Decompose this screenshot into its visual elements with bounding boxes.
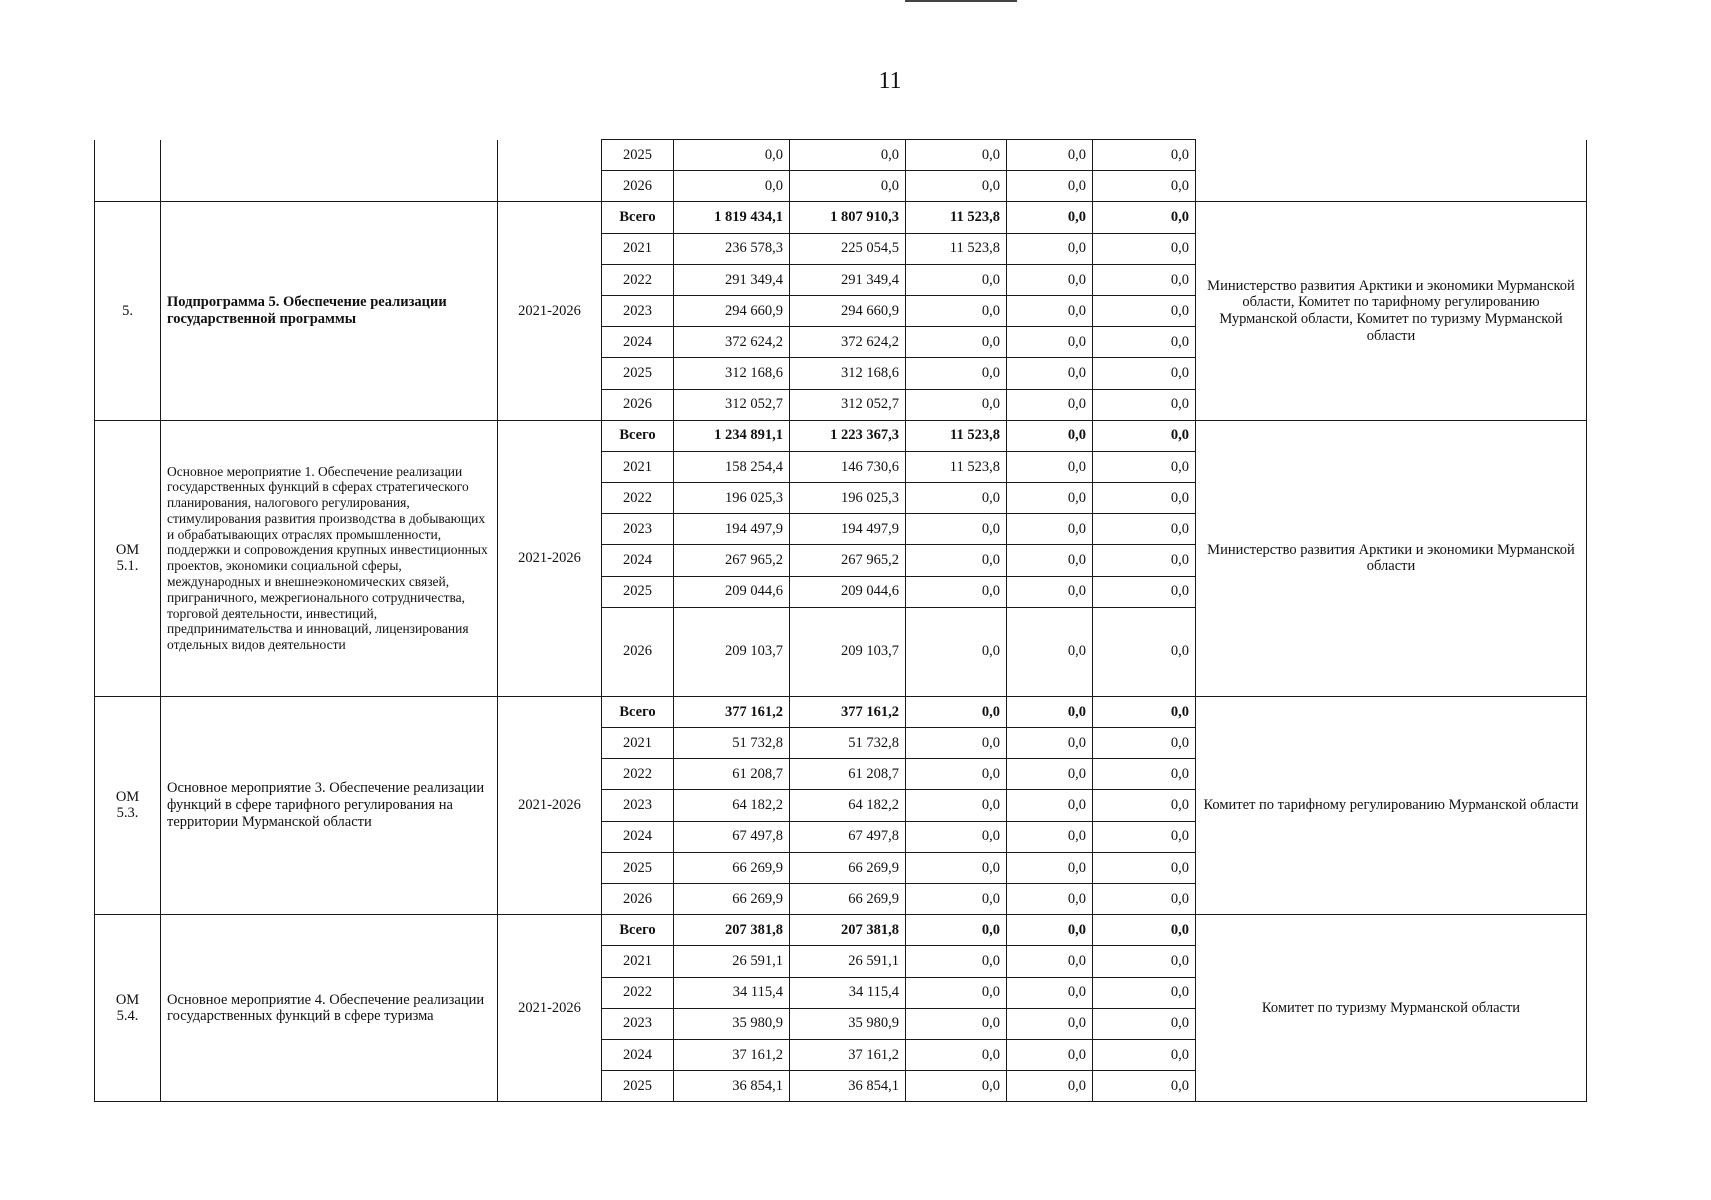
amount-local-cell: 0,0 (1007, 576, 1093, 607)
amount-total-cell: 196 025,3 (674, 483, 790, 514)
amount-other-cell: 0,0 (1093, 1039, 1196, 1070)
amount-local-cell: 0,0 (1007, 202, 1093, 233)
amount-federal-cell: 0,0 (906, 358, 1007, 389)
amount-total-cell: 377 161,2 (674, 696, 790, 727)
year-cell: 2022 (602, 977, 674, 1008)
amount-total-cell: 1 234 891,1 (674, 420, 790, 451)
section-number-part: ОМ (115, 541, 140, 558)
amount-federal-cell: 11 523,8 (906, 420, 1007, 451)
amount-local-cell: 0,0 (1007, 451, 1093, 482)
year-cell: 2026 (602, 883, 674, 914)
amount-total-cell: 35 980,9 (674, 1008, 790, 1039)
amount-total-cell: 209 103,7 (674, 607, 790, 696)
section-number-part: 5.1. (116, 558, 139, 575)
amount-federal-cell: 0,0 (906, 545, 1007, 576)
section-period-cell: 2021-2026 (498, 696, 602, 914)
amount-local-cell: 0,0 (1007, 1039, 1093, 1070)
amount-other-cell: 0,0 (1093, 1008, 1196, 1039)
amount-other-cell: 0,0 (1093, 759, 1196, 790)
amount-other-cell: 0,0 (1093, 140, 1196, 171)
amount-local-cell: 0,0 (1007, 759, 1093, 790)
amount-federal-cell: 0,0 (906, 977, 1007, 1008)
amount-other-cell: 0,0 (1093, 327, 1196, 358)
amount-total-cell: 312 168,6 (674, 358, 790, 389)
page-number: 11 (878, 68, 902, 94)
amount-local-cell: 0,0 (1007, 295, 1093, 326)
amount-total-cell: 236 578,3 (674, 233, 790, 264)
amount-other-cell: 0,0 (1093, 728, 1196, 759)
amount-total-cell: 0,0 (674, 171, 790, 202)
amount-federal-cell: 0,0 (906, 883, 1007, 914)
section-responsible-cell: Комитет по тарифному регулированию Мурманской области (1196, 696, 1587, 914)
year-cell: 2026 (602, 171, 674, 202)
amount-total-cell: 312 052,7 (674, 389, 790, 420)
amount-regional-cell: 372 624,2 (790, 327, 906, 358)
section-number-part: 5.3. (116, 805, 139, 822)
section-period-cell: 2021-2026 (498, 915, 602, 1102)
section-responsible-cell: Комитет по туризму Мурманской области (1196, 915, 1587, 1102)
amount-other-cell: 0,0 (1093, 883, 1196, 914)
amount-other-cell: 0,0 (1093, 821, 1196, 852)
amount-other-cell: 0,0 (1093, 915, 1196, 946)
amount-local-cell: 0,0 (1007, 171, 1093, 202)
year-cell: 2021 (602, 451, 674, 482)
amount-federal-cell: 0,0 (906, 140, 1007, 171)
year-cell: 2023 (602, 1008, 674, 1039)
amount-regional-cell: 67 497,8 (790, 821, 906, 852)
amount-regional-cell: 194 497,9 (790, 514, 906, 545)
amount-other-cell: 0,0 (1093, 545, 1196, 576)
amount-regional-cell: 66 269,9 (790, 883, 906, 914)
amount-total-cell: 291 349,4 (674, 264, 790, 295)
section-number-cell (95, 696, 161, 914)
amount-local-cell: 0,0 (1007, 790, 1093, 821)
amount-federal-cell: 0,0 (906, 171, 1007, 202)
amount-federal-cell: 0,0 (906, 852, 1007, 883)
amount-local-cell: 0,0 (1007, 696, 1093, 727)
amount-total-cell: 0,0 (674, 140, 790, 171)
amount-federal-cell: 11 523,8 (906, 202, 1007, 233)
section-number-part: ОМ (115, 991, 140, 1008)
year-cell: 2025 (602, 576, 674, 607)
amount-other-cell: 0,0 (1093, 607, 1196, 696)
table-row (95, 696, 1587, 727)
amount-regional-cell: 225 054,5 (790, 233, 906, 264)
amount-federal-cell: 0,0 (906, 1039, 1007, 1070)
amount-federal-cell: 0,0 (906, 295, 1007, 326)
amount-regional-cell: 26 591,1 (790, 946, 906, 977)
amount-total-cell: 26 591,1 (674, 946, 790, 977)
year-cell: 2021 (602, 946, 674, 977)
section-number-part: ОМ (115, 788, 140, 805)
amount-federal-cell: 0,0 (906, 946, 1007, 977)
section-number-cell (95, 202, 161, 420)
amount-total-cell: 294 660,9 (674, 295, 790, 326)
amount-local-cell: 0,0 (1007, 915, 1093, 946)
amount-other-cell: 0,0 (1093, 790, 1196, 821)
amount-regional-cell: 51 732,8 (790, 728, 906, 759)
year-cell: 2024 (602, 1039, 674, 1070)
amount-regional-cell: 1 223 367,3 (790, 420, 906, 451)
year-cell: Всего (602, 696, 674, 727)
amount-federal-cell: 0,0 (906, 696, 1007, 727)
amount-other-cell: 0,0 (1093, 696, 1196, 727)
section-name-cell: Основное мероприятие 1. Обеспечение реализации государственных функций в сферах стратегического планирования, налогового регулирования, стимулирования развития производства в добывающих и обрабатывающих отраслях промышленности, поддержки и сопровождения крупных инвестиционных проектов, экономики социальной сферы, международных и внешнеэкономических связей, приграничного, межрегионального сотрудничества, торговой деятельности, инвестиций, предпринимательства и инноваций, лицензирования отдельных видов деятельности (161, 420, 498, 696)
amount-total-cell: 66 269,9 (674, 852, 790, 883)
amount-local-cell: 0,0 (1007, 389, 1093, 420)
continuation-num-cell (95, 140, 161, 202)
amount-total-cell: 34 115,4 (674, 977, 790, 1008)
amount-regional-cell: 291 349,4 (790, 264, 906, 295)
amount-local-cell: 0,0 (1007, 977, 1093, 1008)
amount-regional-cell: 36 854,1 (790, 1071, 906, 1102)
year-cell: 2025 (602, 852, 674, 883)
amount-other-cell: 0,0 (1093, 576, 1196, 607)
amount-local-cell: 0,0 (1007, 264, 1093, 295)
section-number-cell (95, 915, 161, 1102)
amount-federal-cell: 0,0 (906, 607, 1007, 696)
section-responsible-cell: Министерство развития Арктики и экономики Мурманской области (1196, 420, 1587, 696)
amount-federal-cell: 0,0 (906, 821, 1007, 852)
amount-other-cell: 0,0 (1093, 451, 1196, 482)
amount-total-cell: 209 044,6 (674, 576, 790, 607)
amount-total-cell: 207 381,8 (674, 915, 790, 946)
amount-local-cell: 0,0 (1007, 545, 1093, 576)
amount-regional-cell: 35 980,9 (790, 1008, 906, 1039)
amount-other-cell: 0,0 (1093, 483, 1196, 514)
amount-total-cell: 37 161,2 (674, 1039, 790, 1070)
amount-total-cell: 267 965,2 (674, 545, 790, 576)
amount-federal-cell: 0,0 (906, 1008, 1007, 1039)
budget-table (94, 139, 1587, 1102)
year-cell: 2024 (602, 327, 674, 358)
amount-total-cell: 61 208,7 (674, 759, 790, 790)
amount-federal-cell: 0,0 (906, 915, 1007, 946)
year-cell: 2022 (602, 759, 674, 790)
year-cell: 2021 (602, 233, 674, 264)
amount-local-cell: 0,0 (1007, 883, 1093, 914)
year-cell: 2023 (602, 295, 674, 326)
amount-local-cell: 0,0 (1007, 821, 1093, 852)
section-number-cell (95, 420, 161, 696)
amount-other-cell: 0,0 (1093, 202, 1196, 233)
amount-other-cell: 0,0 (1093, 233, 1196, 264)
amount-regional-cell: 312 168,6 (790, 358, 906, 389)
table-row (95, 915, 1587, 946)
amount-local-cell: 0,0 (1007, 1071, 1093, 1102)
year-cell: Всего (602, 202, 674, 233)
section-number-part: 5.4. (116, 1008, 139, 1025)
section-period-cell: 2021-2026 (498, 202, 602, 420)
amount-local-cell: 0,0 (1007, 514, 1093, 545)
year-cell: 2026 (602, 607, 674, 696)
amount-total-cell: 51 732,8 (674, 728, 790, 759)
amount-regional-cell: 209 044,6 (790, 576, 906, 607)
amount-local-cell: 0,0 (1007, 1008, 1093, 1039)
amount-regional-cell: 146 730,6 (790, 451, 906, 482)
year-cell: 2022 (602, 264, 674, 295)
table-row (95, 140, 1587, 171)
amount-federal-cell: 0,0 (906, 790, 1007, 821)
amount-other-cell: 0,0 (1093, 852, 1196, 883)
year-cell: 2025 (602, 1071, 674, 1102)
amount-federal-cell: 11 523,8 (906, 233, 1007, 264)
amount-regional-cell: 294 660,9 (790, 295, 906, 326)
amount-regional-cell: 34 115,4 (790, 977, 906, 1008)
amount-other-cell: 0,0 (1093, 514, 1196, 545)
amount-local-cell: 0,0 (1007, 946, 1093, 977)
amount-local-cell: 0,0 (1007, 358, 1093, 389)
continuation-name-cell (161, 140, 498, 202)
amount-other-cell: 0,0 (1093, 295, 1196, 326)
year-cell: Всего (602, 420, 674, 451)
year-cell: 2024 (602, 821, 674, 852)
top-rule (905, 0, 1017, 2)
amount-regional-cell: 209 103,7 (790, 607, 906, 696)
amount-other-cell: 0,0 (1093, 264, 1196, 295)
amount-federal-cell: 0,0 (906, 483, 1007, 514)
amount-other-cell: 0,0 (1093, 389, 1196, 420)
section-number-part: 5. (122, 302, 133, 319)
amount-other-cell: 0,0 (1093, 946, 1196, 977)
amount-regional-cell: 377 161,2 (790, 696, 906, 727)
amount-other-cell: 0,0 (1093, 420, 1196, 451)
amount-regional-cell: 0,0 (790, 140, 906, 171)
amount-total-cell: 36 854,1 (674, 1071, 790, 1102)
amount-total-cell: 158 254,4 (674, 451, 790, 482)
amount-regional-cell: 61 208,7 (790, 759, 906, 790)
amount-federal-cell: 0,0 (906, 514, 1007, 545)
amount-other-cell: 0,0 (1093, 1071, 1196, 1102)
section-name-cell: Основное мероприятие 3. Обеспечение реализации функций в сфере тарифного регулирования на территории Мурманской области (161, 696, 498, 914)
amount-local-cell: 0,0 (1007, 483, 1093, 514)
amount-federal-cell: 0,0 (906, 389, 1007, 420)
amount-regional-cell: 66 269,9 (790, 852, 906, 883)
budget-table-wrap (94, 139, 1587, 1102)
amount-total-cell: 1 819 434,1 (674, 202, 790, 233)
year-cell: 2024 (602, 545, 674, 576)
amount-other-cell: 0,0 (1093, 977, 1196, 1008)
amount-total-cell: 64 182,2 (674, 790, 790, 821)
table-row (95, 420, 1587, 451)
amount-federal-cell: 0,0 (906, 759, 1007, 790)
amount-other-cell: 0,0 (1093, 358, 1196, 389)
amount-federal-cell: 0,0 (906, 264, 1007, 295)
year-cell: 2022 (602, 483, 674, 514)
year-cell: Всего (602, 915, 674, 946)
amount-other-cell: 0,0 (1093, 171, 1196, 202)
section-responsible-cell: Министерство развития Арктики и экономики Мурманской области, Комитет по тарифному регулированию Мурманской области, Комитет по туризму Мурманской области (1196, 202, 1587, 420)
amount-total-cell: 66 269,9 (674, 883, 790, 914)
amount-local-cell: 0,0 (1007, 327, 1093, 358)
year-cell: 2021 (602, 728, 674, 759)
amount-regional-cell: 0,0 (790, 171, 906, 202)
continuation-responsible-cell (1196, 140, 1587, 202)
continuation-period-cell (498, 140, 602, 202)
year-cell: 2023 (602, 514, 674, 545)
amount-regional-cell: 312 052,7 (790, 389, 906, 420)
amount-regional-cell: 1 807 910,3 (790, 202, 906, 233)
year-cell: 2023 (602, 790, 674, 821)
amount-local-cell: 0,0 (1007, 607, 1093, 696)
amount-regional-cell: 64 182,2 (790, 790, 906, 821)
amount-regional-cell: 207 381,8 (790, 915, 906, 946)
amount-total-cell: 194 497,9 (674, 514, 790, 545)
amount-local-cell: 0,0 (1007, 233, 1093, 264)
table-body (95, 140, 1587, 1102)
amount-regional-cell: 267 965,2 (790, 545, 906, 576)
amount-local-cell: 0,0 (1007, 728, 1093, 759)
amount-total-cell: 67 497,8 (674, 821, 790, 852)
amount-regional-cell: 196 025,3 (790, 483, 906, 514)
amount-federal-cell: 0,0 (906, 327, 1007, 358)
amount-local-cell: 0,0 (1007, 852, 1093, 883)
amount-local-cell: 0,0 (1007, 420, 1093, 451)
amount-federal-cell: 0,0 (906, 576, 1007, 607)
amount-local-cell: 0,0 (1007, 140, 1093, 171)
year-cell: 2025 (602, 140, 674, 171)
year-cell: 2026 (602, 389, 674, 420)
section-period-cell: 2021-2026 (498, 420, 602, 696)
amount-federal-cell: 0,0 (906, 1071, 1007, 1102)
table-row (95, 202, 1587, 233)
year-cell: 2025 (602, 358, 674, 389)
section-name-cell: Подпрограмма 5. Обеспечение реализации государственной программы (161, 202, 498, 420)
amount-regional-cell: 37 161,2 (790, 1039, 906, 1070)
amount-federal-cell: 0,0 (906, 728, 1007, 759)
amount-total-cell: 372 624,2 (674, 327, 790, 358)
section-name-cell: Основное мероприятие 4. Обеспечение реализации государственных функций в сфере туризма (161, 915, 498, 1102)
amount-federal-cell: 11 523,8 (906, 451, 1007, 482)
